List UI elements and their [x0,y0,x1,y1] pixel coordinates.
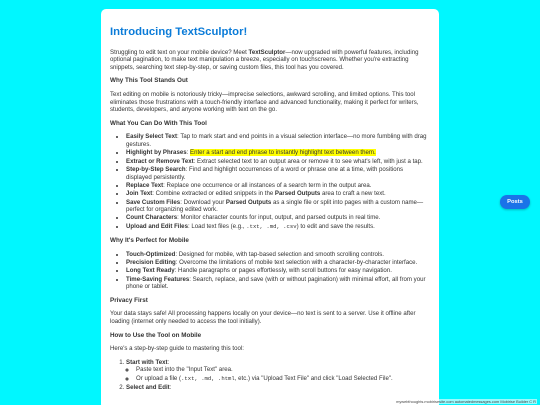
file-extensions: .txt, .md, .html [181,374,235,382]
list-item: • Extract or Remove Text: Extract selected text to an output area or remove it to see what's left, with just a tap. [126,158,430,166]
page-title: Introducing TextSculptor! [110,26,248,38]
product-name: TextSculptor [248,48,286,56]
list-item: • Easily Select Text: Tap to mark start and end points in a visual selection interface—no more fumbling with drag gestures. [126,133,430,148]
list-item: • Touch-Optimized: Designed for mobile, with tap-based selection and smooth scrolling controls. [126,251,430,259]
privacy-paragraph: Your data stays safe! All processing happens locally on your device—no text is sent to a server. Use it offline after loading (internet only needed to access the tool initially). [110,310,416,325]
privacy-heading: Privacy First [110,296,148,304]
stands-out-heading: Why This Tool Stands Out [110,77,188,85]
list-item: • Count Characters: Monitor character counts for input, output, and parsed outputs in real time. [126,214,430,222]
posts-button[interactable]: Posts [500,195,530,209]
list-item: • Join Text: Combine extracted or edited snippets in the Parsed Outputs area to craft a new text. [126,190,430,198]
list-item: • Time-Saving Features: Search, replace, and save (with or without pagination) with minimal effort, all from your phone or tablet. [126,276,430,291]
intro-paragraph: Struggling to edit text on your mobile device? Meet TextSculptor—now upgraded with powerful features, including optional pagination, to make text manipulation a breeze, especially on touchscreens. Whether you're extracting snippets, searching text step-by-step, or saving custom files, this tool has you covered. [110,48,419,71]
feature-list [110,133,430,230]
sub-list [126,366,430,382]
list-item: • Save Custom Files: Download your Parsed Outputs as a single file or split into pages with a custom name—perfect for organizing edited work. [126,199,430,214]
list-item: • Replace Text: Replace one occurrence or all instances of a search term in the output area. [126,182,430,190]
list-item: 2. Select and Edit: [126,384,430,392]
list-item: ◦ Paste text into the "Input Text" area. [136,366,430,374]
can-do-heading: What You Can Do With This Tool [110,119,207,127]
footer-credit: mywebthoughts.mobirisesite.com automatedmessages.com Mobirise Builder C R [396,399,536,404]
list-item: 1. Start with Text: ◦ Paste text into the "Input Text" area. ◦ Or upload a file (.txt, .md, .html, etc.) via "Upload Text File" and click "Load Selected File". [126,359,430,383]
list-item: • Precision Editing: Overcome the limitations of mobile text selection with a character-by-character interface. [126,259,430,267]
perfect-heading: Why It's Perfect for Mobile [110,236,189,244]
list-item: • Upload and Edit Files: Load text files (e.g., .txt, .md, .csv) to edit and save the results. [126,223,430,231]
highlighted-text: Enter a start and end phrase to instantly highlight text between them. [190,149,376,157]
list-item: • Highlight by Phrases: Enter a start and end phrase to instantly highlight text between them. [126,149,430,157]
stands-out-paragraph: Text editing on mobile is notoriously tricky—imprecise selections, awkward scrolling, and limited options. This tool eliminates those frustrations with a touch-friendly interface and advanced functionality, making it perfect for writers, students, developers, and anyone working with text on the go. [110,90,419,114]
file-extensions: .txt, .md, .csv [246,222,297,230]
list-item: • Step-by-Step Search: Find and highlight occurrences of a word or phrase one at a time, with positions displayed persistently. [126,166,430,181]
article-card [101,9,439,405]
list-item: ◦ Or upload a file (.txt, .md, .html, etc.) via "Upload Text File" and click "Load Selected File". [136,375,430,383]
mobile-benefits-list [110,251,430,291]
howto-intro: Here's a step-by-step guide to mastering this tool: [110,345,244,353]
howto-heading: How to Use the Tool on Mobile [110,331,202,339]
list-item: • Long Text Ready: Handle paragraphs or pages effortlessly, with scroll buttons for easy navigation. [126,267,430,275]
steps-list [110,359,430,391]
